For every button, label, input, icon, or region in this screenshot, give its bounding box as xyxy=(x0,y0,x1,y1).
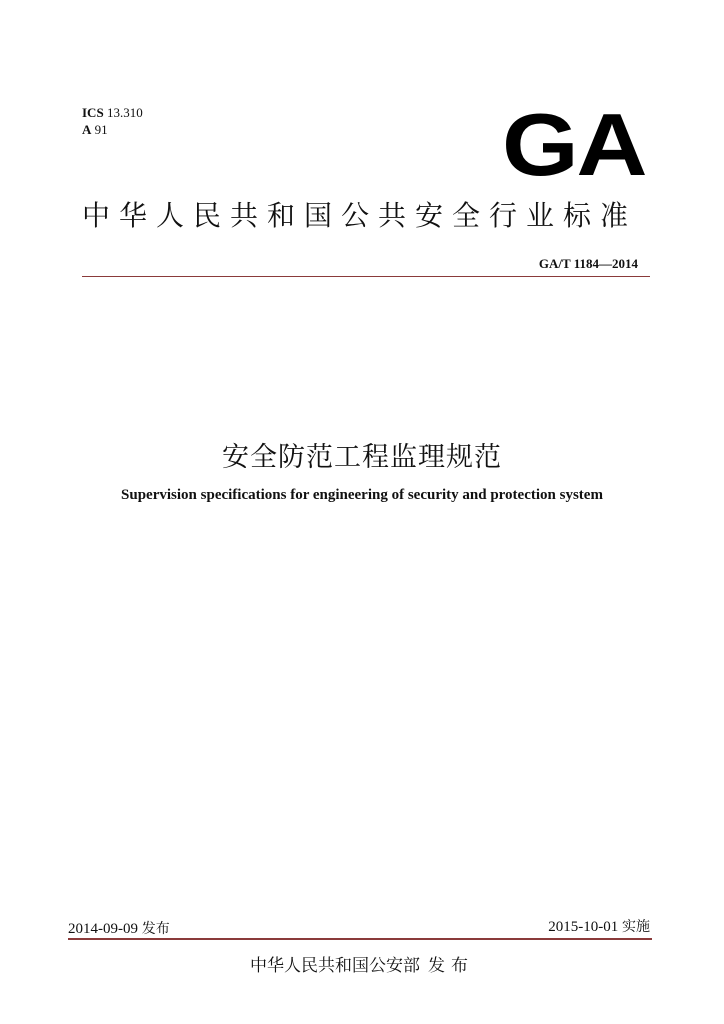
issued-date-block xyxy=(68,918,170,938)
ccs-label: A xyxy=(82,122,92,137)
ics-line xyxy=(82,104,143,121)
publisher-line xyxy=(0,951,724,976)
issued-label: 发布 xyxy=(141,921,170,937)
standard-code: GA/T 1184—2014 xyxy=(538,256,638,271)
standard-title: 中华人民共和国公共安全行业标准 xyxy=(82,199,638,232)
header-divider xyxy=(82,276,650,277)
footer-divider xyxy=(68,938,652,940)
ics-code: 13.310 xyxy=(106,105,143,120)
ccs-code: 91 xyxy=(94,122,108,137)
ccs-line xyxy=(82,121,143,138)
effective-date: 2015-10-01 xyxy=(548,919,619,935)
ics-label: ICS xyxy=(82,105,104,120)
publisher-name: 中华人民共和国公安部 xyxy=(250,956,420,976)
document-subtitle: Supervision specifications for engineering of security and protection system xyxy=(121,487,603,503)
document-title: 安全防范工程监理规范 xyxy=(222,442,502,473)
classification-block xyxy=(82,104,143,138)
effective-date-block xyxy=(548,916,650,936)
publisher-action: 发布 xyxy=(428,956,474,976)
ga-logo: GA xyxy=(502,95,646,194)
effective-label: 实施 xyxy=(622,919,650,935)
issued-date: 2014-09-09 xyxy=(68,921,138,937)
